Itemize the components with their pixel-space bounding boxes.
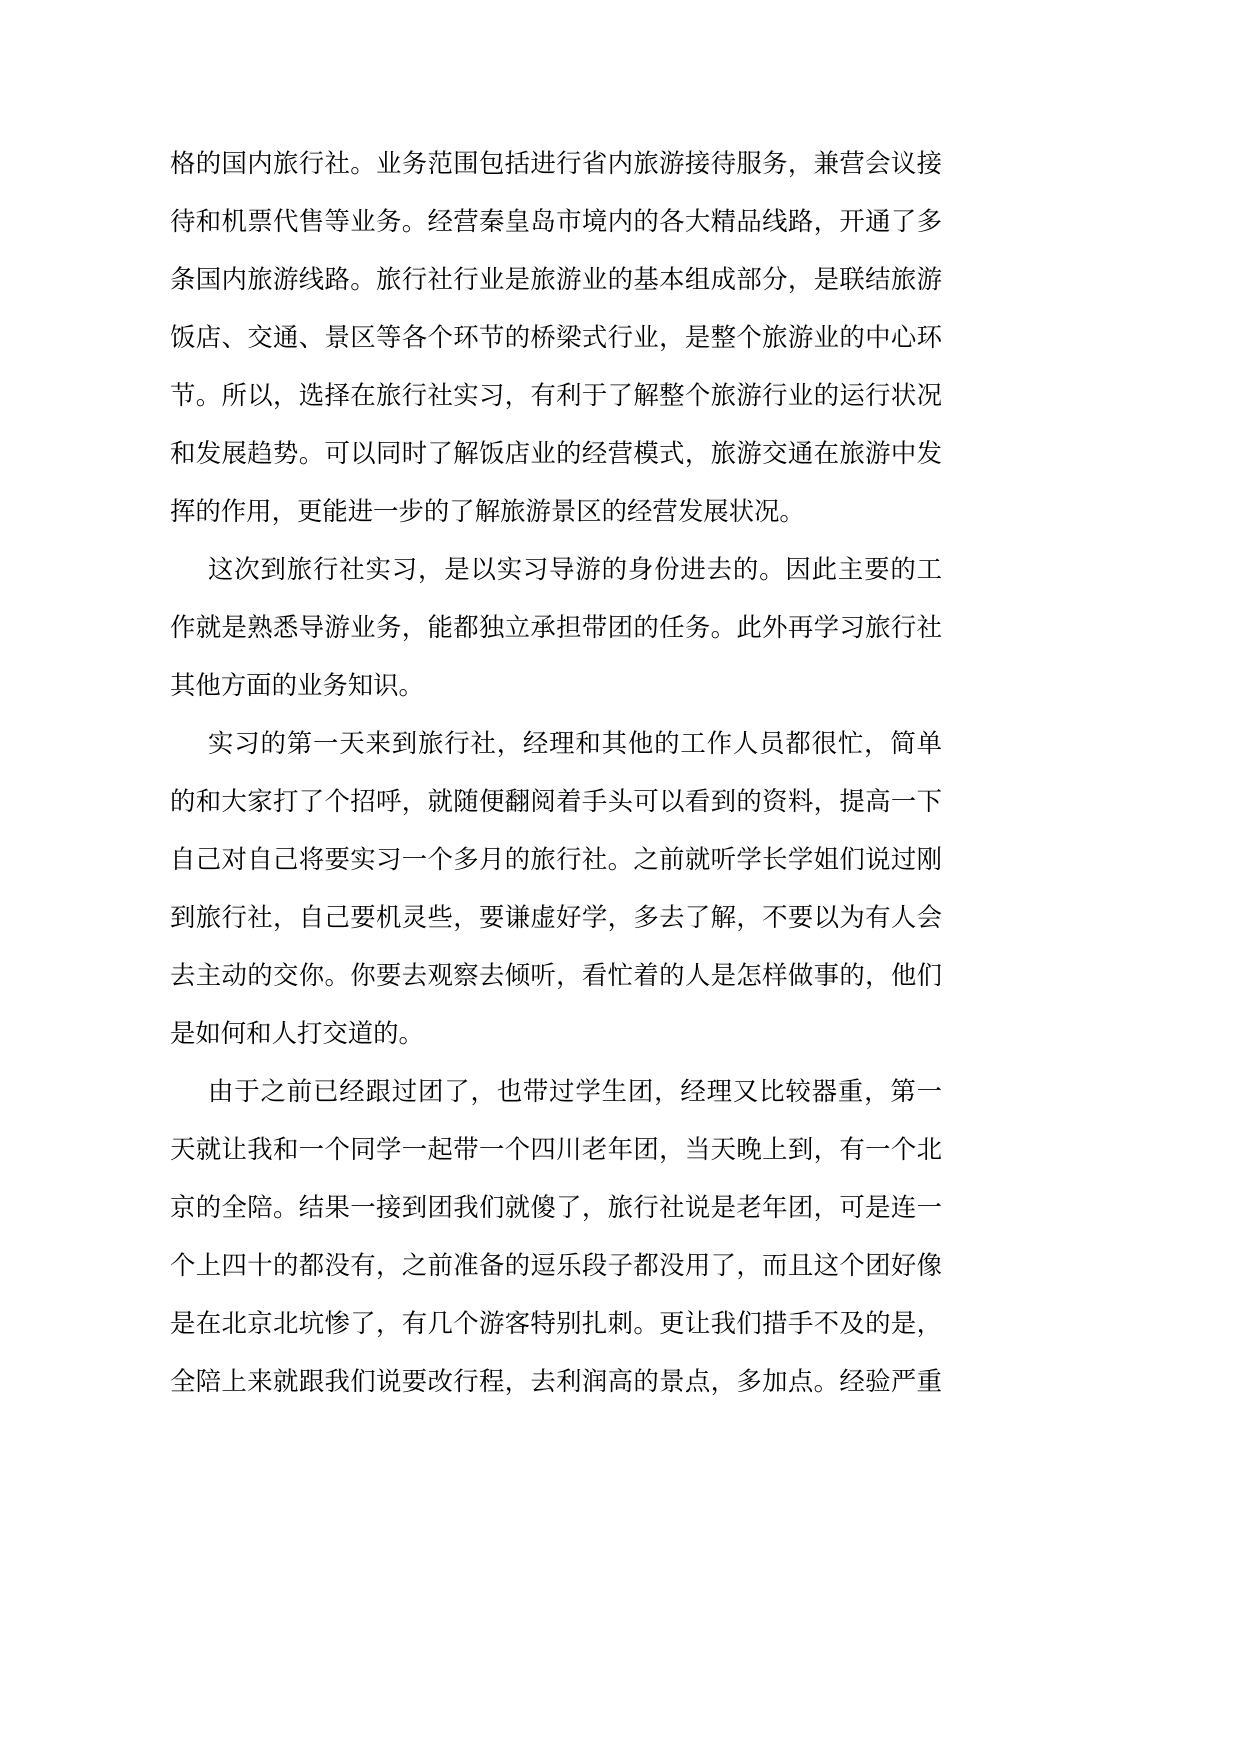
text-line: 个上四十的都没有，之前准备的逗乐段子都没用了，而且这个团好像 xyxy=(170,1250,942,1280)
text-line: 是如何和人打交道的。 xyxy=(170,1018,424,1048)
text-line: 去主动的交你。你要去观察去倾听，看忙着的人是怎样做事的，他们 xyxy=(170,960,942,990)
text-line: 到旅行社，自己要机灵些，要谦虚好学，多去了解，不要以为有人会 xyxy=(170,902,942,932)
text-line: 条国内旅游线路。旅行社行业是旅游业的基本组成部分，是联结旅游 xyxy=(170,264,942,294)
paragraph xyxy=(170,540,942,714)
text-line: 节。所以，选择在旅行社实习，有利于了解整个旅游行业的运行状况 xyxy=(170,380,942,410)
paragraph xyxy=(170,134,942,540)
paragraph xyxy=(170,714,942,1062)
document-body xyxy=(170,134,942,1410)
text-line: 天就让我和一个同学一起带一个四川老年团，当天晚上到，有一个北 xyxy=(170,1134,942,1164)
text-line: 自己对自己将要实习一个多月的旅行社。之前就听学长学姐们说过刚 xyxy=(170,844,942,874)
text-line: 饭店、交通、景区等各个环节的桥梁式行业，是整个旅游业的中心环 xyxy=(170,322,942,352)
text-line: 作就是熟悉导游业务，能都独立承担带团的任务。此外再学习旅行社 xyxy=(170,612,942,642)
text-line: 京的全陪。结果一接到团我们就傻了，旅行社说是老年团，可是连一 xyxy=(170,1192,942,1222)
text-line: 实习的第一天来到旅行社，经理和其他的工作人员都很忙，简单 xyxy=(208,728,942,758)
text-line: 其他方面的业务知识。 xyxy=(170,670,424,700)
text-line: 挥的作用，更能进一步的了解旅游景区的经营发展状况。 xyxy=(170,496,805,526)
text-line: 全陪上来就跟我们说要改行程，去利润高的景点，多加点。经验严重 xyxy=(170,1366,942,1396)
text-line: 这次到旅行社实习，是以实习导游的身份进去的。因此主要的工 xyxy=(208,554,942,584)
text-line: 由于之前已经跟过团了，也带过学生团，经理又比较器重，第一 xyxy=(208,1076,942,1106)
text-line: 是在北京北坑惨了，有几个游客特别扎刺。更让我们措手不及的是， xyxy=(170,1308,942,1338)
text-line: 格的国内旅行社。业务范围包括进行省内旅游接待服务，兼营会议接 xyxy=(170,148,942,178)
text-line: 和发展趋势。可以同时了解饭店业的经营模式，旅游交通在旅游中发 xyxy=(170,438,942,468)
text-line: 待和机票代售等业务。经营秦皇岛市境内的各大精品线路，开通了多 xyxy=(170,206,942,236)
text-line: 的和大家打了个招呼，就随便翻阅着手头可以看到的资料，提高一下 xyxy=(170,786,942,816)
paragraph xyxy=(170,1062,942,1410)
